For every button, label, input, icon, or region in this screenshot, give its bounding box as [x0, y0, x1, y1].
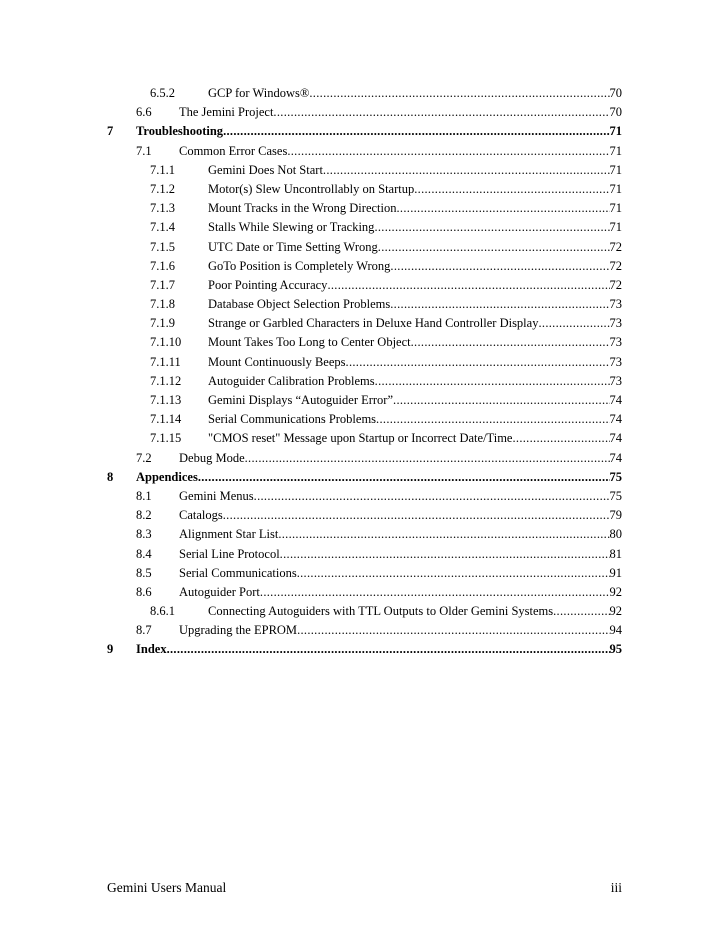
toc-entry-title: Serial Line Protocol	[179, 546, 280, 561]
toc-entry[interactable]	[0, 602, 728, 621]
toc-entry-number: 6.6	[136, 105, 152, 120]
toc-entry-number: 7.1.15	[150, 431, 182, 446]
toc-entry-title: Upgrading the EPROM	[179, 623, 298, 638]
toc-entry-number: 7.1.11	[150, 354, 181, 369]
toc-entry[interactable]	[0, 583, 728, 602]
toc-entry[interactable]	[0, 276, 728, 295]
toc-entry-title: Troubleshooting	[136, 124, 224, 139]
toc-entry-page: 73	[609, 354, 622, 369]
toc-entry-number: 7.1.2	[150, 181, 175, 196]
toc-entry[interactable]	[0, 314, 728, 333]
toc-entry-title: Catalogs	[179, 508, 223, 523]
toc-entry-page: 73	[609, 373, 622, 388]
toc-entry-title: Stalls While Slewing or Tracking	[208, 220, 375, 235]
toc-entry-page: 72	[609, 258, 622, 273]
toc-entry-number: 8.4	[136, 546, 152, 561]
toc-entry[interactable]	[0, 199, 728, 218]
toc-entry-number: 7.1.4	[150, 220, 175, 235]
toc-entry-number: 8.7	[136, 623, 152, 638]
toc-entry-number: 7	[107, 124, 114, 139]
toc-entry-page: 81	[609, 546, 622, 561]
toc-entry-number: 7.1.7	[150, 277, 175, 292]
toc-entry-title: Index	[136, 642, 167, 657]
toc-entry[interactable]	[0, 161, 728, 180]
toc-entry-title: Autoguider Calibration Problems	[208, 373, 375, 388]
toc-entry-number: 8.1	[136, 488, 152, 503]
toc-entry-page: 92	[609, 604, 622, 619]
toc-entry-page: 94	[609, 623, 622, 638]
toc-entry[interactable]	[0, 449, 728, 468]
toc-entry[interactable]	[0, 429, 728, 448]
toc-entry-page: 74	[609, 431, 622, 446]
page-footer	[107, 880, 622, 900]
toc-entry-page: 71	[609, 201, 622, 216]
toc-entry-title: Motor(s) Slew Uncontrollably on Startup	[208, 181, 415, 196]
toc-entry-page: 71	[609, 181, 622, 196]
toc-entry-title: GCP for Windows®	[208, 86, 310, 100]
toc-entry[interactable]	[0, 142, 728, 161]
toc-entry[interactable]	[0, 295, 728, 314]
toc-entry-number: 7.1.13	[150, 393, 182, 407]
toc-entry-title: Debug Mode	[179, 450, 245, 465]
toc-entry-number: 9	[107, 642, 114, 657]
toc-entry[interactable]	[0, 621, 728, 640]
toc-entry-page: 73	[609, 335, 622, 350]
toc-entry-number: 7.1.10	[150, 335, 182, 350]
toc-entry-page: 74	[609, 393, 622, 407]
toc-entry-page: 74	[609, 450, 622, 465]
toc-entry-number: 8.6.1	[150, 604, 175, 619]
toc-entry-number: 7.1.9	[150, 316, 175, 331]
toc-entry[interactable]	[0, 410, 728, 429]
toc-entry-number: 7.1.14	[150, 412, 182, 427]
toc-entry-page: 92	[609, 584, 622, 599]
toc-chapter-entry[interactable]	[0, 468, 728, 487]
toc-entry-title: Gemini Does Not Start	[208, 162, 323, 177]
toc-chapter-entry[interactable]	[0, 640, 728, 659]
toc-entry-page: 73	[609, 316, 622, 331]
toc-entry-page: 74	[609, 412, 622, 427]
toc-entry-title: Serial Communications Problems	[208, 412, 377, 427]
toc-entry[interactable]	[0, 103, 728, 122]
toc-entry-number: 8.5	[136, 565, 152, 580]
toc-entry-page: 75	[609, 469, 622, 484]
toc-entry[interactable]	[0, 84, 728, 103]
toc-entry-page: 72	[609, 239, 622, 254]
toc-entry[interactable]	[0, 525, 728, 544]
toc-entry-number: 8.3	[136, 527, 152, 542]
toc-entry-number: 7.1	[136, 143, 152, 158]
toc-entry[interactable]	[0, 333, 728, 352]
toc-entry-page: 70	[609, 86, 622, 100]
toc-entry-number: 8	[107, 469, 114, 484]
toc-entry[interactable]	[0, 257, 728, 276]
toc-entry-title: UTC Date or Time Setting Wrong	[208, 239, 378, 254]
toc-entry-title: Gemini Displays “Autoguider Error”	[208, 393, 394, 407]
footer-page-number: iii	[610, 880, 622, 895]
toc-entry-title: Mount Takes Too Long to Center Object	[208, 335, 411, 350]
footer-document-title: Gemini Users Manual	[107, 880, 227, 895]
toc-entry-number: 8.6	[136, 584, 152, 599]
toc-entry-page: 79	[609, 508, 622, 523]
toc-entry-number: 7.1.3	[150, 201, 175, 216]
toc-entry-page: 73	[609, 297, 622, 312]
toc-entry-number: 7.1.5	[150, 239, 175, 254]
toc-entry[interactable]	[0, 372, 728, 391]
toc-entry-page: 95	[609, 642, 622, 657]
toc-entry[interactable]	[0, 180, 728, 199]
toc-entry-title: GoTo Position is Completely Wrong	[208, 258, 391, 273]
toc-entry[interactable]	[0, 506, 728, 525]
toc-entry-page: 71	[609, 220, 622, 235]
toc-entry-page: 71	[609, 162, 622, 177]
toc-entry-title: The Jemini Project	[179, 105, 274, 120]
toc-entry-title: Autoguider Port	[179, 584, 260, 599]
toc-entry[interactable]	[0, 487, 728, 506]
toc-entry[interactable]	[0, 218, 728, 237]
toc-entry-page: 70	[609, 105, 622, 120]
toc-entry-number: 7.2	[136, 450, 152, 465]
toc-entry-number: 7.1.12	[150, 373, 182, 388]
toc-entry-title: Common Error Cases	[179, 143, 288, 158]
toc-entry-title: Strange or Garbled Characters in Deluxe Hand Controller Display	[208, 316, 539, 331]
toc-entry-page: 72	[609, 277, 622, 292]
toc-entry-title: Poor Pointing Accuracy	[208, 277, 328, 292]
toc-entry-number: 7.1.6	[150, 258, 175, 273]
toc-entry-title: Mount Continuously Beeps	[208, 354, 346, 369]
toc-entry-page: 80	[609, 527, 622, 542]
toc-entry-title: Gemini Menus	[179, 488, 254, 503]
toc-entry-page: 91	[609, 565, 622, 580]
toc-entry-title: "CMOS reset" Message upon Startup or Incorrect Date/Time	[208, 431, 513, 446]
toc-entry-page: 71	[609, 124, 622, 139]
toc-entry[interactable]	[0, 353, 728, 372]
toc-entry-title: Alignment Star List	[179, 527, 279, 542]
toc-entry-number: 6.5.2	[150, 86, 175, 100]
table-of-contents	[0, 84, 728, 660]
toc-entry-number: 8.2	[136, 508, 152, 523]
toc-entry[interactable]	[0, 238, 728, 257]
toc-entry[interactable]	[0, 564, 728, 583]
toc-chapter-entry[interactable]	[0, 122, 728, 141]
toc-entry-title: Appendices	[136, 469, 198, 484]
toc-entry-number: 7.1.8	[150, 297, 175, 312]
toc-entry[interactable]	[0, 391, 728, 410]
toc-entry-title: Serial Communications	[179, 565, 297, 580]
toc-entry-title: Connecting Autoguiders with TTL Outputs to Older Gemini Systems	[208, 604, 554, 619]
toc-entry-title: Database Object Selection Problems	[208, 297, 391, 312]
toc-entry-page: 71	[609, 143, 622, 158]
toc-entry-page: 75	[609, 488, 622, 503]
toc-entry-number: 7.1.1	[150, 162, 175, 177]
toc-entry-title: Mount Tracks in the Wrong Direction	[208, 201, 397, 216]
toc-entry[interactable]	[0, 545, 728, 564]
